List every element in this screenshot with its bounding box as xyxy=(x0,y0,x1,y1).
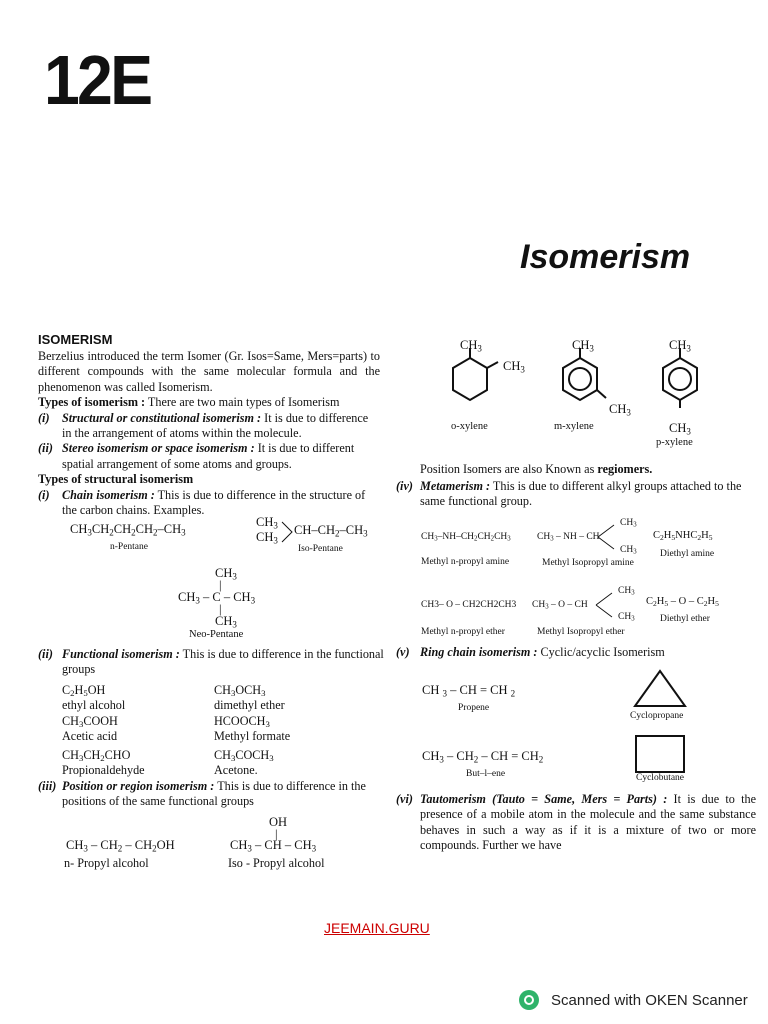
functional-left-list xyxy=(62,683,145,778)
section-heading: ISOMERISM xyxy=(38,332,113,347)
acetic-acid-formula: $CH_3COOH$ xyxy=(62,713,118,729)
p-xylene-ch3-top: $CH_3$ xyxy=(669,338,691,354)
functional-text: This is due to difference in the functional groups xyxy=(62,647,384,677)
functional-right-list xyxy=(214,683,290,778)
amine3-label: Diethyl amine xyxy=(660,549,715,559)
page-title: Isomerism xyxy=(520,238,691,276)
propene-label: Propene xyxy=(458,703,490,713)
types-lead: Types of isomerism : xyxy=(38,395,146,410)
ether3-formula: $C_2H_5$ – O – $C_2H_5$ xyxy=(646,596,719,608)
methyl-formate-label: Methyl formate xyxy=(214,729,291,744)
chain-num: (i) xyxy=(38,487,50,502)
amine3-formula: $C_2H_5NHC_2H_5$ xyxy=(653,530,713,542)
m-xylene-ring xyxy=(563,348,606,400)
n-propyl-formula: $CH_3 - CH_2 - CH_2OH$ xyxy=(66,838,175,854)
p-xylene-ch3-bottom: $CH_3$ xyxy=(669,421,691,437)
ether2-label: Methyl Isopropyl ether xyxy=(537,627,625,637)
dimethyl-ether-label: dimethyl ether xyxy=(214,698,285,713)
ether1-label: Methyl n-propyl ether xyxy=(421,627,505,637)
n-pentane-formula: $CH_3CH_2CH_2CH_2-CH_3$ xyxy=(70,522,186,538)
stereo-term: Stereo isomerism or space isomerism : xyxy=(62,441,255,456)
amine1-label: Methyl n-propyl amine xyxy=(421,557,510,567)
acetone-formula: $CH_3COCH_3$ xyxy=(214,747,274,763)
acetic-acid-label: Acetic acid xyxy=(62,729,118,744)
position-text: This is due to difference in the positions of the same functional groups xyxy=(62,779,366,809)
tautomerism-num: (vi) xyxy=(396,792,413,806)
iso-propyl-formula: OH | $CH_3$ – CH – $CH_3$ xyxy=(230,815,317,854)
m-xylene-label: m-xylene xyxy=(554,421,594,432)
structural-text: It is due to difference in the arrangement of atoms within the molecule. xyxy=(62,410,369,441)
iso-propyl-label: Iso - Propyl alcohol xyxy=(228,856,325,870)
tautomerism-term: Tautomerism (Tauto = Same, Mers = Parts) : xyxy=(420,792,668,806)
intro-paragraph: Berzelius introduced the term Isomer (Gr. Isos=Same, Mers=parts) to different compounds with the same molecular formula and the phenomenon was called Isomerism. xyxy=(38,349,380,394)
ring-chain-num: (v) xyxy=(396,645,410,659)
ring-chain-term: Ring chain isomerism : xyxy=(420,645,538,659)
iso-pentane-chain: $CH-CH_2-CH_3$ xyxy=(294,523,368,539)
regiomers-bold: regiomers. xyxy=(597,462,653,476)
metamerism-text: This is due to different alkyl groups attached to the same functional group. xyxy=(420,479,742,509)
ether2-ch3-top: $CH_3$ xyxy=(618,586,635,597)
m-xylene-ch3-top: $CH_3$ xyxy=(572,338,594,354)
regiomers-note xyxy=(420,462,652,477)
o-xylene-ch3-side: $CH_3$ xyxy=(503,359,525,375)
iso-pentane-label: Iso-Pentane xyxy=(298,544,343,554)
cyclobutane-label: Cyclobutane xyxy=(636,773,685,783)
chain-term: Chain isomerism : xyxy=(62,487,155,502)
butene-label: But–l–ene xyxy=(466,769,506,779)
ether1-formula: CH3– O – CH2CH2CH3 xyxy=(421,600,517,610)
ring-chain-paragraph xyxy=(396,645,756,660)
amine2-ch3-bottom: $CH_3$ xyxy=(620,545,637,556)
tautomerism-paragraph xyxy=(396,792,756,854)
types-text: There are two main types of Isomerism xyxy=(145,395,340,410)
amine2-ch3-top: $CH_3$ xyxy=(620,518,637,529)
structural-term: Structural or constitutional isomerism : xyxy=(62,410,262,425)
stereo-text: It is due to different spatial arrangement of some atoms and groups. xyxy=(62,441,355,471)
amine2-formula: $CH_3$ – NH – CH xyxy=(537,532,600,543)
methyl-formate-formula: $HCOOCH_3$ xyxy=(214,713,270,729)
iso-pentane-formula: $CH_3$ $CH_3$ xyxy=(256,515,278,546)
metamerism-term: Metamerism : xyxy=(420,479,491,493)
ring-chain-text: Cyclic/acyclic Isomerism xyxy=(537,645,665,659)
scanner-text: Scanned with OKEN Scanner xyxy=(551,991,748,1009)
ether2-ch3-bottom: $CH_3$ xyxy=(618,612,635,623)
ether3-label: Diethyl ether xyxy=(660,614,710,624)
types-i-num: (i) xyxy=(38,410,50,425)
tautomerism-text: It is due to the presence of a mobile atom in the molecule and the same substance behaves in such a way as if it is a mixture of two or more compounds. Further we have xyxy=(420,792,757,853)
o-xylene-label: o-xylene xyxy=(451,421,488,432)
m-xylene-ch3-side: $CH_3$ xyxy=(609,402,631,418)
footer-link[interactable]: JEEMAIN.GURU xyxy=(324,920,430,936)
amine2-label: Methyl Isopropyl amine xyxy=(542,558,634,568)
propene-formula: CH $_3$ – CH = CH $_2$ xyxy=(422,683,516,699)
functional-paragraph xyxy=(38,647,404,678)
amine2-branch xyxy=(596,520,620,554)
acetone-label: Acetone. xyxy=(214,763,258,778)
ethyl-alcohol-label: ethyl alcohol xyxy=(62,698,126,713)
p-xylene-ring xyxy=(663,348,697,408)
position-num: (iii) xyxy=(38,779,57,793)
o-xylene-ring xyxy=(453,348,498,400)
metamerism-num: (iv) xyxy=(396,479,413,493)
functional-num: (ii) xyxy=(38,647,53,661)
position-paragraph xyxy=(38,779,404,810)
structural-heading: Types of structural isomerism xyxy=(38,472,194,487)
propionaldehyde-formula: $CH_3CH_2CHO$ xyxy=(62,747,131,763)
chain-text: This is due to difference in the structure of the carbon chains. Examples. xyxy=(62,487,366,518)
n-pentane-label: n-Pentane xyxy=(110,542,148,552)
scanner-logo-icon xyxy=(519,990,539,1010)
cyclopropane-shape xyxy=(632,668,688,710)
neo-pentane-label: Neo-Pentane xyxy=(189,629,244,640)
amine1-formula: $CH_3-NH-CH_2CH_2CH_3$ xyxy=(421,532,511,543)
scanner-watermark xyxy=(519,990,748,1010)
neo-pentane-formula: $CH_3$ | $CH_3$ – C – $CH_3$ | $CH_3$ xyxy=(178,566,256,630)
metamerism-paragraph xyxy=(396,479,756,510)
p-xylene-label: p-xylene xyxy=(656,437,693,448)
functional-term: Functional isomerism : xyxy=(62,647,180,661)
left-column xyxy=(38,332,380,518)
position-term: Position or region isomerism : xyxy=(62,779,215,793)
ethanol-formula: $C_2H_5OH$ xyxy=(62,683,106,699)
propionaldehyde-label: Propionaldehyde xyxy=(62,763,145,778)
o-xylene-ch3-top: $CH_3$ xyxy=(460,338,482,354)
regiomers-text: Position Isomers are also Known as xyxy=(420,462,598,476)
ether2-branch xyxy=(594,588,618,622)
ether2-formula: $CH_3$ – O – CH xyxy=(532,600,588,611)
dimethyl-ether-formula: $CH_3OCH_3$ xyxy=(214,683,266,699)
n-propyl-label: n- Propyl alcohol xyxy=(64,856,149,870)
chapter-number: 12E xyxy=(44,41,151,119)
types-ii-num: (ii) xyxy=(38,441,53,456)
cyclobutane-shape xyxy=(634,734,686,774)
cyclopropane-label: Cyclopropane xyxy=(630,711,684,721)
butene-formula: $CH_3 - CH_2$ – CH = $CH_2$ xyxy=(422,749,544,765)
